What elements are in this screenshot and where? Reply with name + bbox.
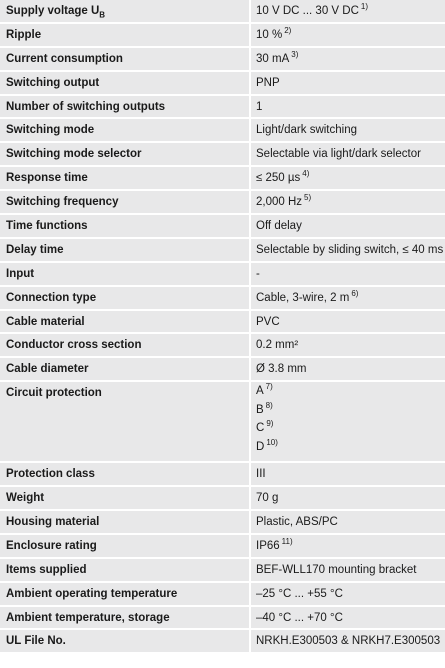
spec-value — [250, 95, 445, 119]
spec-value — [250, 166, 445, 190]
spec-value-line — [256, 382, 439, 401]
spec-value — [250, 262, 445, 286]
spec-label — [0, 333, 250, 357]
spec-label — [0, 0, 250, 23]
spec-value-text: 10 % — [256, 28, 283, 41]
footnote-ref: 9) — [266, 419, 274, 429]
spec-value — [250, 510, 445, 534]
spec-value-text: NRKH.E300503 & NRKH7.E300503 — [256, 635, 441, 648]
spec-value-text: Cable, 3-wire, 2 m — [256, 291, 350, 304]
spec-row — [0, 357, 445, 381]
spec-label — [0, 71, 250, 95]
spec-value-text: Plastic, ABS/PC — [256, 515, 338, 528]
spec-label-text: Protection class — [6, 468, 95, 481]
spec-label — [0, 286, 250, 310]
spec-label-text: Housing material — [6, 515, 100, 528]
spec-row — [0, 262, 445, 286]
spec-row — [0, 606, 445, 630]
spec-value — [250, 486, 445, 510]
spec-label — [0, 381, 250, 462]
spec-value — [250, 190, 445, 214]
spec-value — [250, 0, 445, 23]
spec-value — [250, 23, 445, 47]
spec-label-text: Switching mode — [6, 124, 95, 137]
footnote-ref: 11) — [281, 537, 293, 547]
spec-row — [0, 510, 445, 534]
spec-value-text: III — [256, 468, 266, 481]
spec-value-text: 70 g — [256, 492, 279, 505]
spec-label-text: Conductor cross section — [6, 339, 142, 352]
spec-label-text: Ambient operating temperature — [6, 587, 178, 600]
spec-label — [0, 262, 250, 286]
footnote-ref: 6) — [351, 288, 359, 298]
spec-value — [250, 629, 445, 653]
spec-label-text: Switching output — [6, 76, 100, 89]
spec-row — [0, 534, 445, 558]
spec-label — [0, 166, 250, 190]
spec-value-text: Selectable via light/dark selector — [256, 148, 421, 161]
spec-row — [0, 95, 445, 119]
spec-label — [0, 462, 250, 486]
spec-label — [0, 95, 250, 119]
spec-row — [0, 190, 445, 214]
spec-value — [250, 558, 445, 582]
spec-label-text: Circuit protection — [6, 387, 102, 400]
spec-label — [0, 214, 250, 238]
spec-value — [250, 47, 445, 71]
spec-label — [0, 118, 250, 142]
spec-row — [0, 142, 445, 166]
spec-label — [0, 23, 250, 47]
spec-label — [0, 190, 250, 214]
spec-label — [0, 310, 250, 334]
spec-label — [0, 47, 250, 71]
spec-value-text: C — [256, 422, 265, 435]
spec-value-line — [256, 401, 439, 420]
spec-value-text: IP66 — [256, 539, 280, 552]
spec-value-text: 1 — [256, 100, 263, 113]
spec-value-text: 0.2 mm² — [256, 339, 299, 352]
spec-row — [0, 310, 445, 334]
spec-label-text: Enclosure rating — [6, 539, 97, 552]
spec-value-text: 30 mA — [256, 52, 290, 65]
spec-label-text: Connection type — [6, 291, 97, 304]
spec-row — [0, 486, 445, 510]
spec-label — [0, 606, 250, 630]
footnote-ref: 3) — [291, 49, 299, 59]
spec-row — [0, 629, 445, 653]
spec-value-text: Off delay — [256, 219, 302, 232]
spec-label-text: Switching frequency — [6, 196, 119, 209]
spec-label-text: Cable diameter — [6, 363, 89, 376]
spec-value-text: PVC — [256, 315, 280, 328]
spec-row — [0, 381, 445, 462]
spec-value-text: A — [256, 385, 264, 398]
spec-row — [0, 333, 445, 357]
spec-label-text: Cable material — [6, 315, 85, 328]
footnote-ref: 8) — [265, 400, 273, 410]
footnote-ref: 1) — [360, 2, 369, 12]
spec-label-text: Delay time — [6, 243, 64, 256]
spec-value-text: Selectable by sliding switch, ≤ 40 ms — [256, 243, 444, 256]
spec-label-text: Ambient temperature, storage — [6, 611, 170, 624]
footnote-ref: 7) — [265, 382, 273, 392]
spec-row — [0, 558, 445, 582]
spec-value-text: PNP — [256, 76, 280, 89]
spec-label-text: Time functions — [6, 219, 88, 232]
spec-value — [250, 118, 445, 142]
spec-value — [250, 71, 445, 95]
spec-value-text: ≤ 250 µs — [256, 172, 301, 185]
spec-label-text: Input — [6, 267, 35, 280]
spec-value — [250, 534, 445, 558]
spec-value — [250, 462, 445, 486]
spec-value — [250, 381, 445, 462]
spec-label — [0, 582, 250, 606]
spec-label-text: Switching mode selector — [6, 148, 142, 161]
spec-value — [250, 142, 445, 166]
spec-label — [0, 534, 250, 558]
spec-label — [0, 142, 250, 166]
spec-value — [250, 582, 445, 606]
spec-value — [250, 310, 445, 334]
spec-value-text: 2,000 Hz — [256, 196, 303, 209]
spec-row — [0, 462, 445, 486]
spec-label — [0, 357, 250, 381]
spec-value — [250, 214, 445, 238]
spec-label-text: Supply voltage U — [6, 4, 100, 17]
spec-label-text: Weight — [6, 492, 45, 505]
spec-row — [0, 166, 445, 190]
footnote-ref: 4) — [302, 169, 310, 179]
spec-value-text: 10 V DC ... 30 V DC — [256, 4, 359, 17]
spec-row — [0, 286, 445, 310]
spec-value — [250, 333, 445, 357]
footnote-ref: 2) — [284, 26, 292, 35]
spec-row — [0, 0, 445, 23]
spec-label-text: Items supplied — [6, 563, 87, 576]
spec-label-subscript: B — [99, 10, 106, 20]
footnote-ref: 5) — [304, 193, 312, 203]
spec-label — [0, 486, 250, 510]
spec-label-text: Ripple — [6, 28, 42, 41]
spec-label-text: UL File No. — [6, 635, 66, 648]
spec-value-text: Ø 3.8 mm — [256, 363, 307, 376]
spec-value-text: –40 °C ... +70 °C — [256, 611, 343, 624]
spec-value-text: B — [256, 403, 264, 416]
spec-value-text: Light/dark switching — [256, 124, 357, 137]
spec-row — [0, 214, 445, 238]
spec-value — [250, 357, 445, 381]
spec-label — [0, 238, 250, 262]
spec-row — [0, 582, 445, 606]
spec-value-text: –25 °C ... +55 °C — [256, 587, 343, 600]
spec-value — [250, 606, 445, 630]
spec-label-text: Current consumption — [6, 52, 123, 65]
spec-label-text: Response time — [6, 172, 88, 185]
spec-row — [0, 238, 445, 262]
spec-label — [0, 510, 250, 534]
spec-value-line — [256, 419, 439, 438]
spec-value — [250, 238, 445, 262]
spec-value-text: D — [256, 440, 265, 453]
spec-row — [0, 118, 445, 142]
spec-label — [0, 629, 250, 653]
spec-row — [0, 71, 445, 95]
footnote-ref: 10) — [266, 437, 278, 447]
spec-value-line — [256, 438, 439, 457]
spec-label — [0, 558, 250, 582]
spec-value — [250, 286, 445, 310]
spec-row — [0, 47, 445, 71]
spec-value-text: - — [256, 267, 260, 280]
spec-label-text: Number of switching outputs — [6, 100, 166, 113]
spec-row — [0, 23, 445, 47]
spec-value-text: BEF-WLL170 mounting bracket — [256, 563, 417, 576]
